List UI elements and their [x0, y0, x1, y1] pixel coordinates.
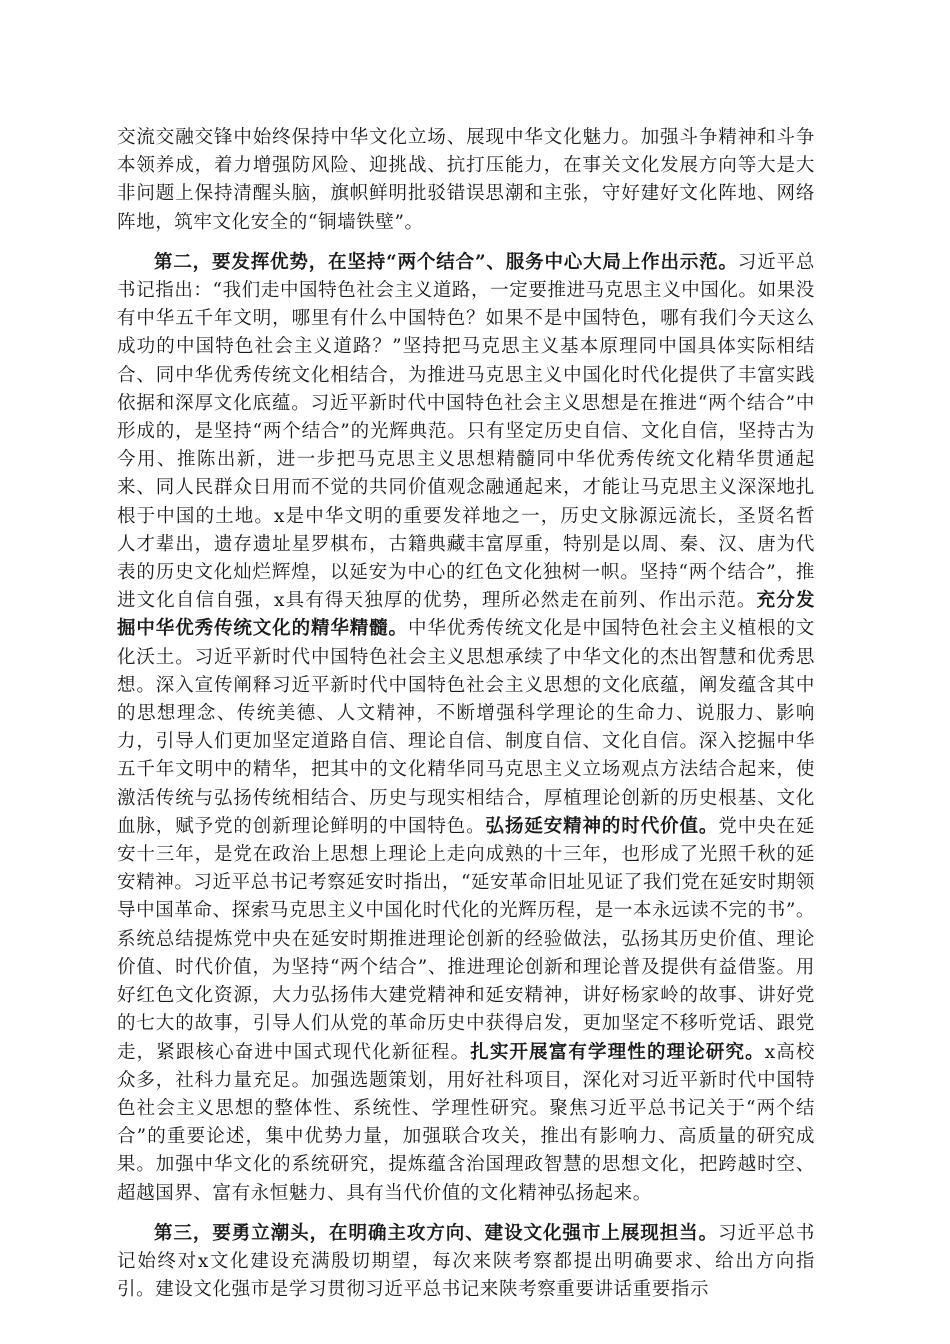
paragraph-2-subheading-2: 弘扬延安精神的时代价值。: [485, 815, 719, 837]
paragraph-2-body-3: 党中央在延安十三年，是党在政治上思想上理论上走向成熟的十三年，也形成了光照千秋的延安精神。习近平总书记考察延安时指出，“延安革命旧址见证了我们党在延安时期领导中国革命、探索马克思主义中国化时代化的光辉历程，是一本永远读不完的书”。系统总结提炼党中央在延安时期推进理论创新的经验做法，弘扬其历史价值、理论价值、时代价值，为坚持“两个结合”、推进理论创新和理论普及提供有益借鉴。用好红色文化资源，大力弘扬伟大建党精神和延安精神，讲好杨家岭的故事、讲好党的七大的故事，引导人们从党的革命历史中获得启发，更加坚定不移听党话、跟党走，紧跟核心奋进中国式现代化新征程。: [117, 815, 815, 1063]
paragraph-2-heading: 第二，要发挥优势，在坚持“两个结合”、服务中心大局上作出示范。: [154, 251, 738, 273]
document-page: [117, 124, 815, 1316]
paragraph-2: [117, 249, 815, 1208]
paragraph-3: [117, 1220, 815, 1305]
paragraph-3-body: 习近平总书记始终对x文化建设充满殷切期望，每次来陕考察都提出明确要求、给出方向指引。建设文化强市是学习贯彻习近平总书记来陕考察重要讲话重要指示: [117, 1222, 815, 1301]
paragraph-2-subheading-3: 扎实开展富有学理性的理论研究。: [470, 1041, 765, 1063]
paragraph-1-text: 交流交融交锋中始终保持中华文化立场、展现中华文化魅力。加强斗争精神和斗争本领养成，着力增强防风险、迎挑战、抗打压能力，在事关文化发展方向等大是大非问题上保持清醒头脑，旗帜鲜明批驳错误思潮和主张，守好建好文化阵地、网络阵地，筑牢文化安全的“铜墙铁壁”。: [117, 127, 815, 233]
paragraph-2-subheading-1: 充分发掘中华优秀传统文化的精华精髓。: [117, 590, 815, 640]
paragraph-1: [117, 124, 815, 237]
paragraph-2-body-4: x高校众多，社科力量充足。加强选题策划，用好社科项目，深化对习近平新时代中国特色社会主义思想的整体性、系统性、学理性研究。聚焦习近平总书记关于“两个结合”的重要论述，集中优势力量，加强联合攻关，推出有影响力、高质量的研究成果。加强中华文化的系统研究，提炼蕴含治国理政智慧的思想文化，把跨越时空、超越国界、富有永恒魅力、具有当代价值的文化精神弘扬起来。: [117, 1041, 815, 1204]
paragraph-3-heading: 第三，要勇立潮头，在明确主攻方向、建设文化强市上展现担当。: [154, 1222, 719, 1244]
paragraph-2-body-2: 中华优秀传统文化是中国特色社会主义植根的文化沃土。习近平新时代中国特色社会主义思想承续了中华文化的杰出智慧和优秀思想。深入宣传阐释习近平新时代中国特色社会主义思想的文化底蕴，阐发蕴含其中的思想理念、传统美德、人文精神，不断增强科学理论的生命力、说服力、影响力，引导人们更加坚定道路自信、理论自信、制度自信、文化自信。深入挖掘中华五千年文明中的精华，把其中的文化精华同马克思主义立场观点方法结合起来，使激活传统与弘扬传统相结合、历史与现实相结合，厚植理论创新的历史根基、文化血脉，赋予党的创新理论鲜明的中国特色。: [117, 618, 815, 837]
paragraph-2-body-1: 习近平总书记指出：“我们走中国特色社会主义道路，一定要推进马克思主义中国化。如果没有中华五千年文明，哪里有什么中国特色？如果不是中国特色，哪有我们今天这么成功的中国特色社会主义道路？”坚持把马克思主义基本原理同中国具体实际相结合、同中华优秀传统文化相结合，为推进马克思主义中国化时代化提供了丰富实践依据和深厚文化底蕴。习近平新时代中国特色社会主义思想是在推进“两个结合”中形成的，是坚持“两个结合”的光辉典范。只有坚定历史自信、文化自信，坚持古为今用、推陈出新，进一步把马克思主义思想精髓同中华优秀传统文化精华贯通起来、同人民群众日用而不觉的共同价值观念融通起来，才能让马克思主义深深地扎根于中国的土地。x是中华文明的重要发祥地之一，历史文脉源远流长，圣贤名哲人才辈出，遗存遗址星罗棋布，古籍典藏丰富厚重，特别是以周、秦、汉、唐为代表的历史文化灿烂辉煌，以延安为中心的红色文化独树一帜。坚持“两个结合”，推进文化自信自强，x具有得天独厚的优势，理所必然走在前列、作出示范。: [117, 251, 815, 612]
